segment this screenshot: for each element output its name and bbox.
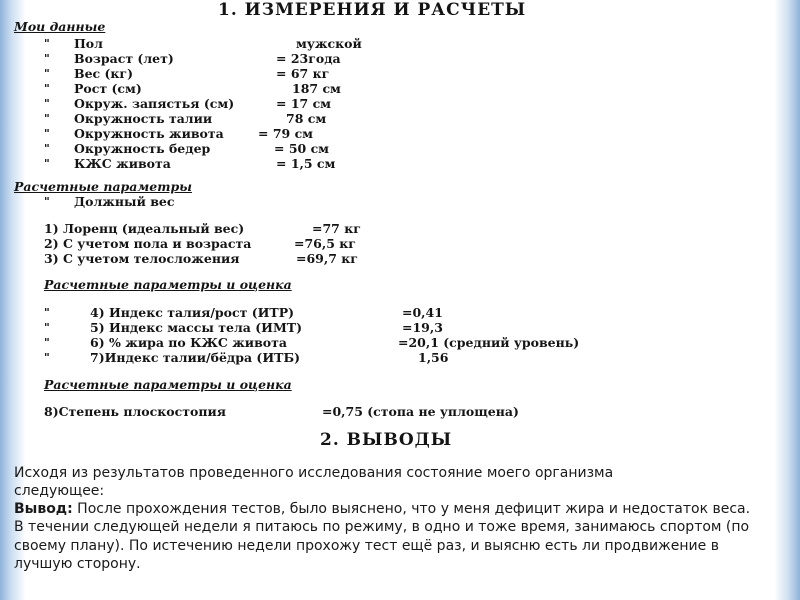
conclusion-text: После прохождения тестов, было выяснено, что у меня дефицит жира и недостаток веса. В течении следующей недели я питаюсь по режиму, в одно и тоже время, занимаюсь спортом (по своему плану). По истечению недели прохожу тест ещё раз, и выясню есть ли продвижение в лучшую сторону. xyxy=(14,501,751,573)
data-label: 5) Индекс массы тела (ИМТ) xyxy=(90,320,302,335)
section2-title: 2. ВЫВОДЫ xyxy=(320,430,453,450)
data-value: =19,3 xyxy=(402,320,443,335)
data-value: = 17 см xyxy=(276,96,332,111)
data-label: Окружность талии xyxy=(74,111,213,126)
calc-heading-3: Расчетные параметры и оценка xyxy=(44,377,292,392)
bullet-icon: " xyxy=(44,37,50,50)
data-value: мужской xyxy=(296,36,362,51)
intro-paragraph: Исходя из результатов проведенного исследования состояние моего организма следующее: xyxy=(14,465,614,500)
data-label: Окружность бедер xyxy=(74,141,211,156)
data-value: = 67 кг xyxy=(276,66,330,81)
data-label: Окруж. запястья (см) xyxy=(74,96,235,111)
bullet-icon: " xyxy=(44,112,50,125)
data-label: 3) С учетом телосложения xyxy=(44,251,240,266)
calc-heading-2: Расчетные параметры и оценка xyxy=(44,277,292,292)
bullet-icon: " xyxy=(44,127,50,140)
data-label: Возраст (лет) xyxy=(74,51,174,66)
data-label: Окружность живота xyxy=(74,126,224,141)
data-label: Вес (кг) xyxy=(74,66,133,81)
data-value: =0,41 xyxy=(402,305,443,320)
ideal-weight-label: Должный вес xyxy=(74,194,175,209)
data-value: 187 см xyxy=(292,81,341,96)
data-label: КЖС живота xyxy=(74,156,171,171)
bullet-icon: " xyxy=(44,321,50,334)
conclusion-paragraph xyxy=(14,500,754,574)
data-label: 6) % жира по КЖС живота xyxy=(90,335,287,350)
data-value: =69,7 кг xyxy=(296,251,358,266)
data-label: Пол xyxy=(74,36,103,51)
data-label: 7)Индекс талии/бёдра (ИТБ) xyxy=(90,350,301,365)
bullet-icon: " xyxy=(44,157,50,170)
bullet-icon: " xyxy=(44,351,50,364)
calc-heading: Расчетные параметры xyxy=(14,179,192,194)
bullet-icon: " xyxy=(44,67,50,80)
bullet-icon: " xyxy=(44,97,50,110)
data-value: = 1,5 см xyxy=(276,156,336,171)
data-value: = 50 см xyxy=(274,141,330,156)
data-value: =20,1 (средний уровень) xyxy=(398,335,580,350)
bullet-icon: " xyxy=(44,336,50,349)
data-label: Рост (см) xyxy=(74,81,142,96)
data-value: =76,5 кг xyxy=(294,236,356,251)
data-label: 1) Лоренц (идеальный вес) xyxy=(44,221,245,236)
data-label: 2) С учетом пола и возраста xyxy=(44,236,252,251)
data-value: 78 см xyxy=(286,111,327,126)
data-value: = 79 см xyxy=(258,126,314,141)
bullet-icon: " xyxy=(44,195,50,208)
conclusion-label: Вывод: xyxy=(14,501,73,517)
data-value: 1,56 xyxy=(418,350,449,365)
data-value: = 23года xyxy=(276,51,341,66)
data-label: 8)Степень плоскостопия xyxy=(44,404,226,419)
bullet-icon: " xyxy=(44,82,50,95)
bullet-icon: " xyxy=(44,52,50,65)
section1-title: 1. ИЗМЕРЕНИЯ И РАСЧЕТЫ xyxy=(218,0,527,20)
data-value: =77 кг xyxy=(312,221,361,236)
bullet-icon: " xyxy=(44,142,50,155)
my-data-heading: Мои данные xyxy=(14,19,106,34)
data-value: =0,75 (стопа не уплощена) xyxy=(322,404,519,419)
data-label: 4) Индекс талия/рост (ИТР) xyxy=(90,305,295,320)
bullet-icon: " xyxy=(44,306,50,319)
